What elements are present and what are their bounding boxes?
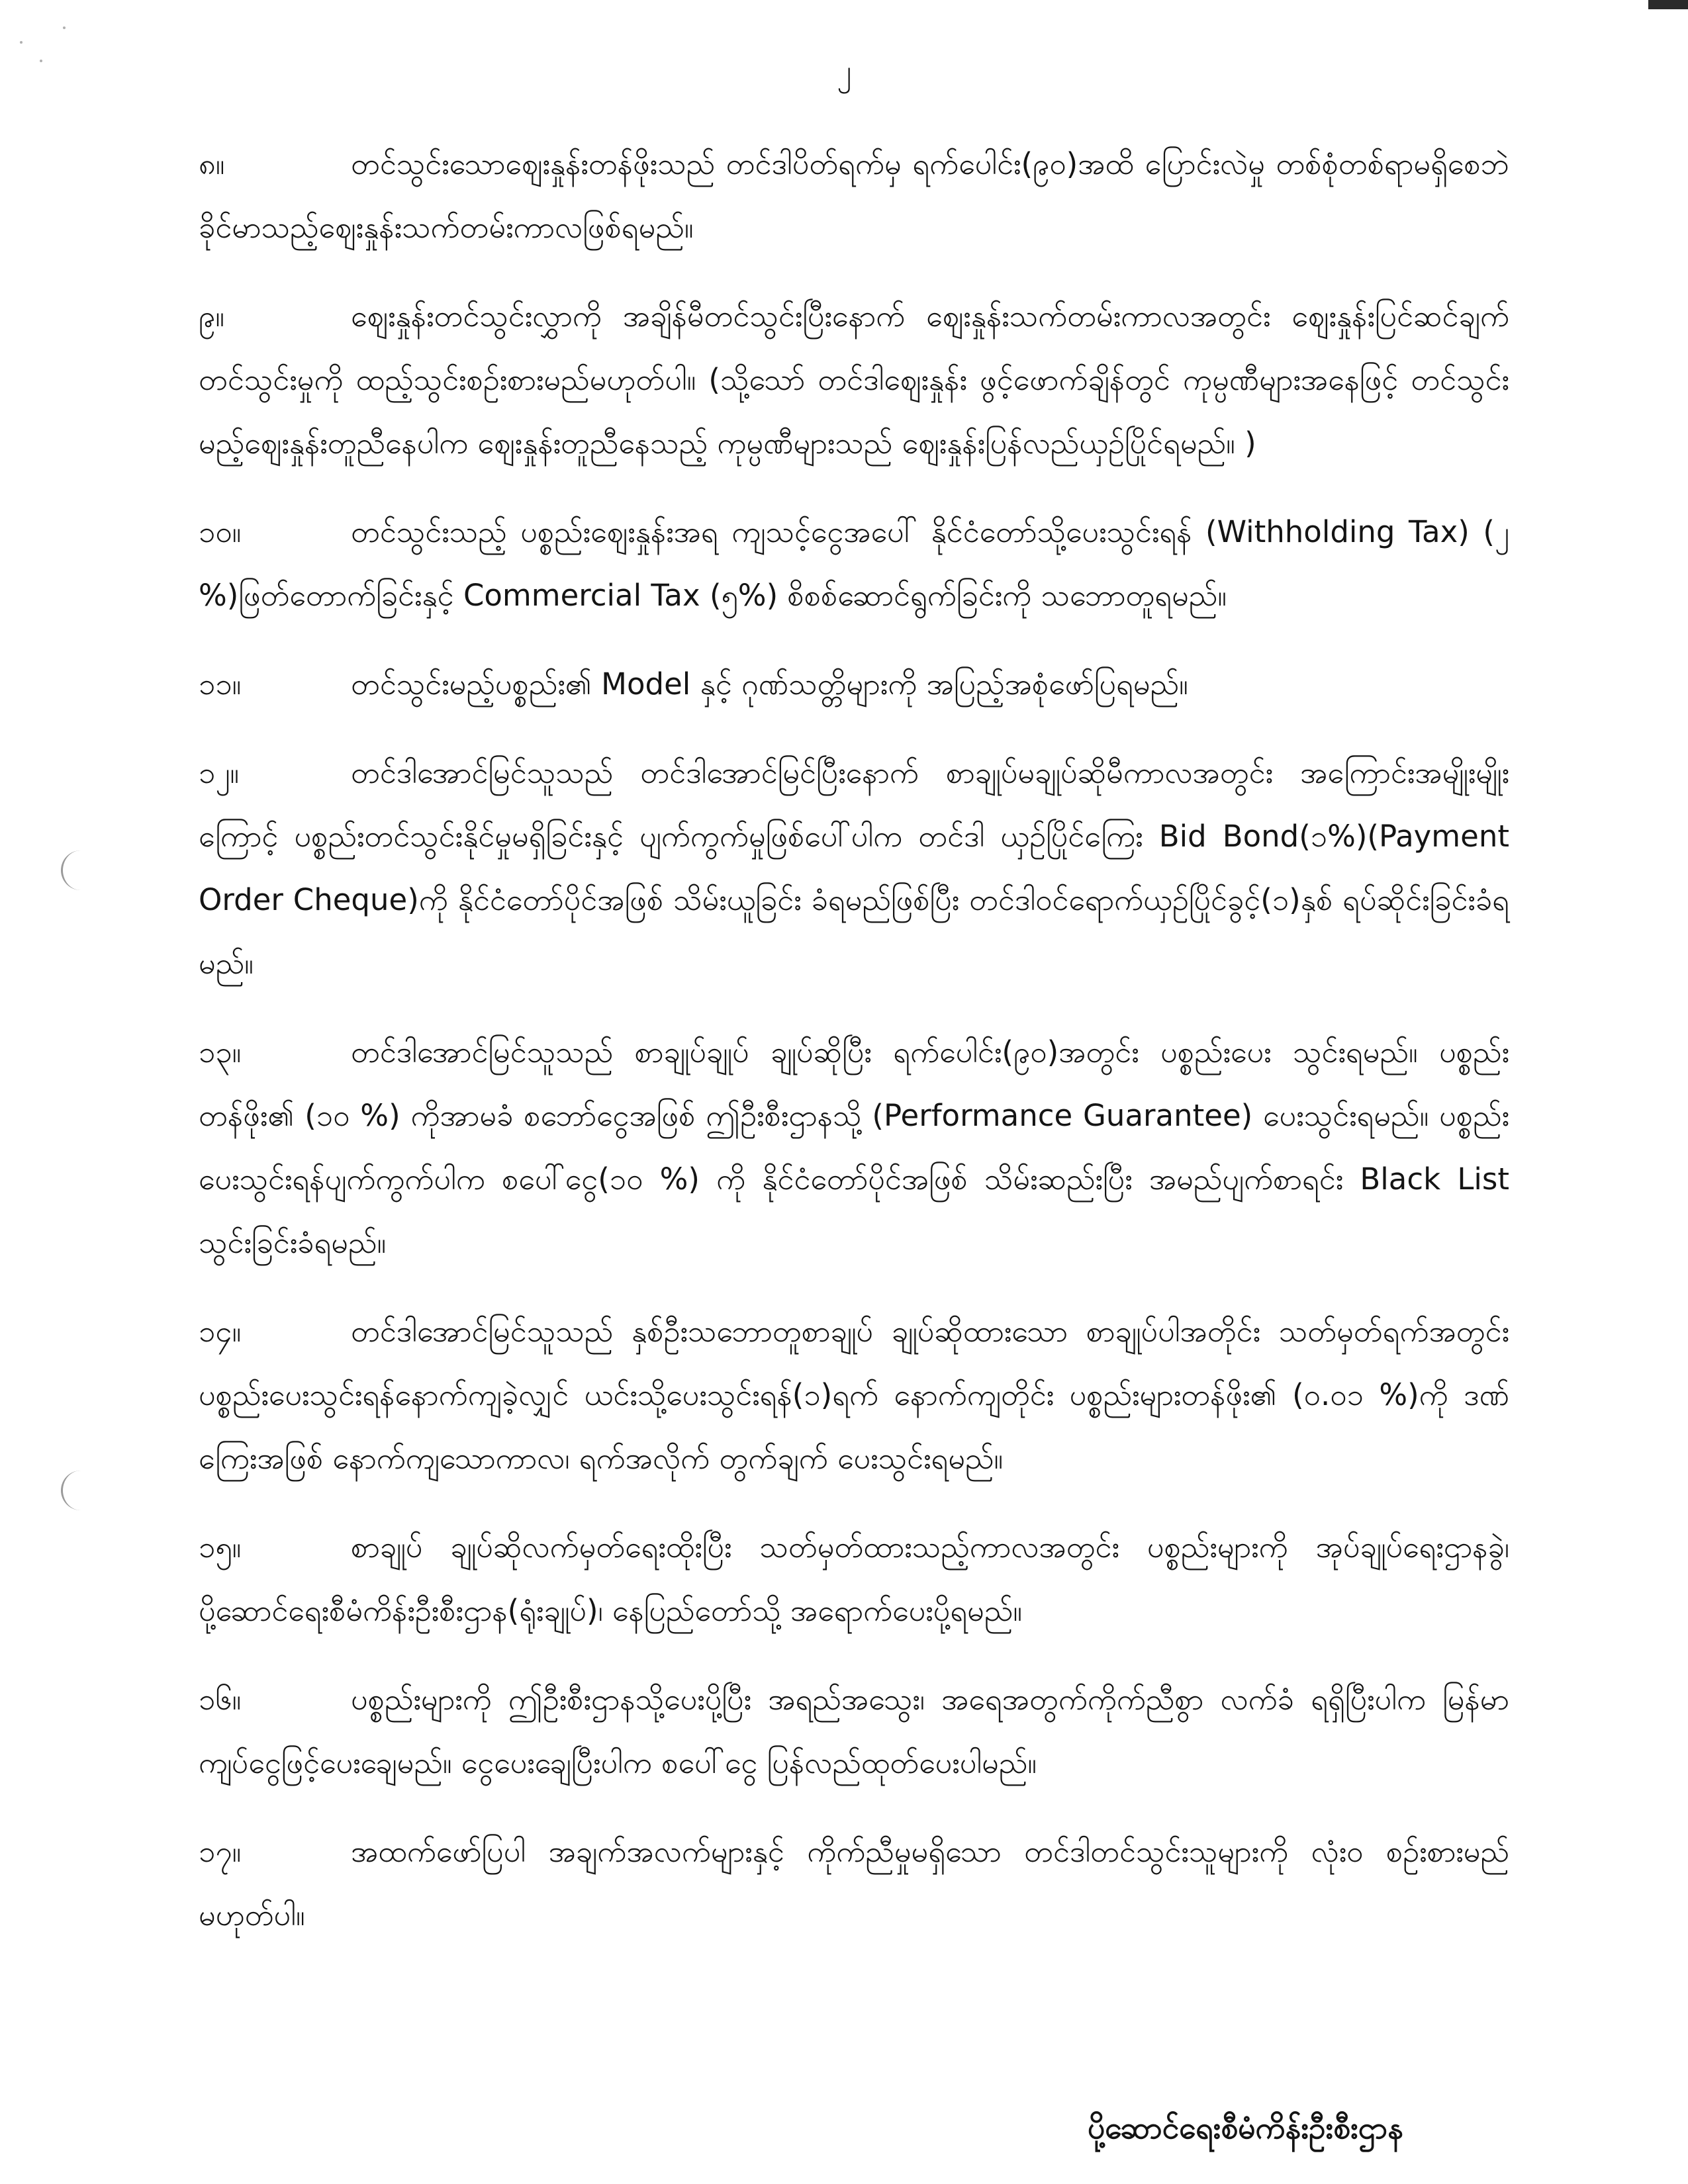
- clause-16: [199, 1668, 1509, 1795]
- scan-speck: [63, 26, 66, 29]
- clause-11: [199, 653, 1509, 716]
- clause-text: အထက်ဖော်ပြပါ အချက်အလက်များနှင့် ကိုက်ညီမှုမရှိသော တင်ဒါတင်သွင်းသူများကို လုံးဝ စဉ်းစားမည်မဟုတ်ပါ။: [199, 1834, 1509, 1933]
- clause-number: ၉။: [199, 298, 224, 334]
- clause-text: ဈေးနှုန်းတင်သွင်းလွှာကို အချိန်မီတင်သွင်းပြီးနောက် ဈေးနှုန်းသက်တမ်းကာလအတွင်း ဈေးနှုန်းပြင်ဆင်ချက်တင်သွင်းမှုကို ထည့်သွင်းစဉ်းစားမည်မဟုတ်ပါ။ (သို့သော် တင်ဒါဈေးနှုန်း ဖွင့်ဖောက်ချိန်တွင် ကုမ္ပဏီများအနေဖြင့် တင်သွင်းမည့်ဈေးနှုန်းတူညီနေပါက ဈေးနှုန်းတူညီနေသည့် ကုမ္ပဏီများသည် ဈေးနှုန်းပြန်လည်ယှဉ်ပြိုင်ရမည်။ ): [199, 298, 1509, 461]
- clause-8: [199, 132, 1509, 259]
- clause-text: စာချုပ် ချုပ်ဆိုလက်မှတ်ရေးထိုးပြီး သတ်မှတ်ထားသည့်ကာလအတွင်း ပစ္စည်းများကို အုပ်ချုပ်ရေးဌာနခွဲ၊ ပို့ဆောင်ရေးစီမံကိန်းဦးစီးဌာန(ရုံးချုပ်)၊ နေပြည်တော်သို့ အရောက်ပေးပို့ရမည်။: [199, 1529, 1509, 1628]
- clause-number: ၈။: [199, 146, 225, 181]
- scan-corner-mark: [1648, 0, 1688, 9]
- clause-number: ၁၅။: [199, 1529, 242, 1565]
- clause-text: ပစ္စည်းများကို ဤဦးစီးဌာနသို့ပေးပို့ပြီး အရည်အသွေး၊ အရေအတွက်ကိုက်ညီစွာ လက်ခံ ရရှိပြီးပါက မြန်မာကျပ်ငွေဖြင့်ပေးချေမည်။ ငွေပေးချေပြီးပါက စပေါ်ငွေ ပြန်လည်ထုတ်ပေးပါမည်။: [199, 1682, 1509, 1780]
- clause-number: ၁၇။: [199, 1834, 242, 1869]
- document-body: [199, 132, 1509, 1972]
- clause-text: တင်သွင်းသောဈေးနှုန်းတန်ဖိုးသည် တင်ဒါပိတ်ရက်မှ ရက်ပေါင်း(၉၀)အထိ ပြောင်းလဲမှု တစ်စုံတစ်ရာမရှိစေဘဲ ခိုင်မာသည့်ဈေးနှုန်းသက်တမ်းကာလဖြစ်ရမည်။: [199, 146, 1509, 245]
- clause-text: တင်သွင်းမည့်ပစ္စည်း၏ Model နှင့် ဂုဏ်သတ္တိများကို အပြည့်အစုံဖော်ပြရမည်။: [351, 666, 1188, 702]
- clause-14: [199, 1300, 1509, 1490]
- clause-text: တင်သွင်းသည့် ပစ္စည်းဈေးနှုန်းအရ ကျသင့်ငွေအပေါ် နိုင်ငံတော်သို့ပေးသွင်းရန် (Withholding Tax) (၂ %)ဖြတ်တောက်ခြင်းနှင့် Commercial Tax (၅%) စိစစ်ဆောင်ရွက်ခြင်းကို သဘောတူရမည်။: [199, 514, 1509, 613]
- clause-number: ၁၁။: [199, 666, 242, 702]
- punch-hole-mark: [61, 1471, 85, 1510]
- clause-text: တင်ဒါအောင်မြင်သူသည် စာချုပ်ချုပ် ချုပ်ဆိုပြီး ရက်ပေါင်း(၉၀)အတွင်း ပစ္စည်းပေး သွင်းရမည်။ ပစ္စည်းတန်ဖိုး၏ (၁၀ %) ကိုအာမခံ စဘော်ငွေအဖြစ် ဤဦးစီးဌာနသို့ (Performance Guarantee) ပေးသွင်းရမည်။ ပစ္စည်းပေးသွင်းရန်ပျက်ကွက်ပါက စပေါ်ငွေ(၁၀ %) ကို နိုင်ငံတော်ပိုင်အဖြစ် သိမ်းဆည်းပြီး အမည်ပျက်စာရင်း Black List သွင်းခြင်းခံရမည်။: [199, 1034, 1509, 1260]
- clause-text: တင်ဒါအောင်မြင်သူသည် နှစ်ဦးသဘောတူစာချုပ် ချုပ်ဆိုထားသော စာချုပ်ပါအတိုင်း သတ်မှတ်ရက်အတွင်း ပစ္စည်းပေးသွင်းရန်နောက်ကျခဲ့လျှင် ယင်းသို့ပေးသွင်းရန်(၁)ရက် နောက်ကျတိုင်း ပစ္စည်းများတန်ဖိုး၏ (၀.၀၁ %)ကို ဒဏ်ကြေးအဖြစ် နောက်ကျသောကာလ၊ ရက်အလိုက် တွက်ချက် ပေးသွင်းရမည်။: [199, 1314, 1509, 1476]
- signature-department: ပို့ဆောင်ရေးစီမံကိန်းဦးစီးဌာန: [1087, 2110, 1403, 2146]
- clause-number: ၁၂။: [199, 755, 240, 790]
- clause-17: [199, 1820, 1509, 1947]
- clause-text: တင်ဒါအောင်မြင်သူသည် တင်ဒါအောင်မြင်ပြီးနောက် စာချုပ်မချုပ်ဆိုမီကာလအတွင်း အကြောင်းအမျိုးမျိုးကြောင့် ပစ္စည်းတင်သွင်းနိုင်မှုမရှိခြင်းနှင့် ပျက်ကွက်မှုဖြစ်ပေါ်ပါက တင်ဒါ ယှဉ်ပြိုင်ကြေး Bid Bond(၁%)(Payment Order Cheque)ကို နိုင်ငံတော်ပိုင်အဖြစ် သိမ်းယူခြင်း ခံရမည်ဖြစ်ပြီး တင်ဒါဝင်ရောက်ယှဉ်ပြိုင်ခွင့်(၁)နှစ် ရပ်ဆိုင်းခြင်းခံရမည်။: [199, 755, 1509, 981]
- clause-13: [199, 1021, 1509, 1275]
- clause-number: ၁၀။: [199, 514, 242, 549]
- clause-number: ၁၃။: [199, 1034, 242, 1069]
- clause-number: ၁၆။: [199, 1682, 242, 1717]
- clause-15: [199, 1516, 1509, 1643]
- clause-number: ၁၄။: [199, 1314, 242, 1349]
- clause-10: [199, 500, 1509, 627]
- clause-12: [199, 741, 1509, 995]
- scan-speck: [20, 41, 23, 44]
- punch-hole-mark: [61, 850, 85, 890]
- clause-9: [199, 285, 1509, 475]
- page-number: ၂: [837, 54, 851, 88]
